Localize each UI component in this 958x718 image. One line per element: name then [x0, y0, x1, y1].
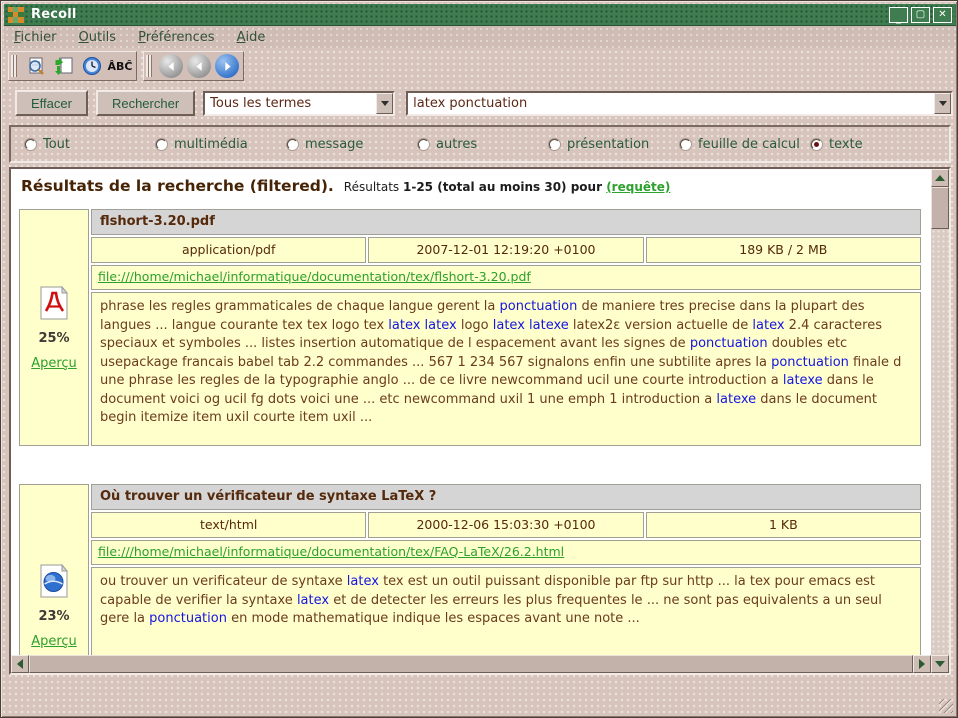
result-date: 2000-12-06 15:03:30 +0100 — [368, 512, 643, 538]
radio-icon[interactable] — [25, 139, 36, 150]
result-body — [91, 209, 921, 446]
scroll-right-icon[interactable] — [913, 655, 931, 673]
close-button[interactable]: ✕ — [933, 7, 952, 23]
query-details-link[interactable]: (requête) — [606, 180, 671, 194]
window-title: Recoll — [31, 7, 77, 22]
chevron-down-icon[interactable] — [376, 93, 393, 114]
filter-radio-multimedia[interactable]: multimédia — [156, 137, 287, 152]
vertical-scrollbar[interactable] — [931, 169, 949, 673]
relevance-percent: 23% — [38, 608, 70, 624]
document-sort-icon[interactable] — [52, 54, 76, 78]
search-mode-select[interactable] — [203, 91, 395, 116]
result-url-row — [91, 540, 921, 565]
titlebar — [4, 4, 956, 26]
resize-grip[interactable] — [939, 699, 953, 713]
filter-radio-texte[interactable]: texte — [811, 137, 863, 152]
radio-icon[interactable] — [811, 139, 822, 150]
radio-icon[interactable] — [287, 139, 298, 150]
clear-button[interactable]: Effacer — [15, 90, 88, 116]
query-input[interactable] — [408, 96, 934, 111]
filter-radio-presentation[interactable]: présentation — [549, 137, 680, 152]
result-item — [19, 209, 921, 446]
filter-radio-feuille-de-calcul[interactable]: feuille de calcul — [680, 137, 811, 152]
result-snippet: phrase les regles grammaticales de chaque langue gerent la ponctuation de maniere tres precise dans la plupart des langues ... langue courante tex tex logo tex latex latex logo latex latexe latex2ε version actuelle de latex 2.4 caracteres speciaux et symboles ... listes insertion automatique de l espacement avant les signes de ponctuation doubles etc usepackage francais babel tab 2.2 commandes ... 567 1 234 567 signalons enfin une subtilite apres la ponctuation finale d une phrase les regles de la typographie anglo ... de ce livre newcommand ucil une courte introduction a latexe dans le document voici og ucil fg dots voici une ... etc newcommand uxil 1 une emph 1 introduction a latexe dans le document begin itemize item uxil courte item uxil ... — [91, 292, 921, 446]
nav-back-icon[interactable] — [187, 54, 211, 78]
radio-icon[interactable] — [418, 139, 429, 150]
term-explorer-icon[interactable]: ÂBĈ — [107, 59, 133, 73]
result-side-panel — [19, 484, 89, 655]
scroll-up-icon[interactable] — [931, 169, 949, 187]
maximize-button[interactable]: ▢ — [911, 7, 930, 23]
minimize-button[interactable]: _ — [889, 7, 908, 23]
radio-icon[interactable] — [680, 139, 691, 150]
preview-link[interactable]: Aperçu — [31, 355, 77, 371]
result-date: 2007-12-01 12:19:20 +0100 — [368, 237, 643, 263]
app-logo-icon — [8, 7, 24, 23]
results-header: Résultats de la recherche (filtered). Résultats 1-25 (total au moins 30) pour (requête) — [21, 177, 671, 195]
toolbar-drag-handle[interactable] — [11, 55, 18, 77]
search-mode-value: Tous les termes — [210, 95, 312, 111]
pdf-file-icon — [36, 285, 72, 321]
result-size: 189 KB / 2 MB — [646, 237, 921, 263]
nav-back-disabled-icon[interactable] — [159, 54, 183, 78]
radio-icon[interactable] — [549, 139, 560, 150]
toolbar-drag-handle[interactable] — [146, 55, 153, 77]
results-panel — [9, 167, 951, 675]
filter-radio-autres[interactable]: autres — [418, 137, 549, 152]
document-preview-icon[interactable] — [24, 54, 48, 78]
menu-preferences[interactable]: Préférences — [138, 29, 215, 45]
results-title: Résultats de la recherche (filtered). — [21, 177, 334, 195]
result-title: Où trouver un vérificateur de syntaxe LaTeX ? — [91, 484, 921, 510]
toolbar-group-nav — [143, 51, 244, 81]
result-mime: text/html — [91, 512, 366, 538]
statusbar — [4, 676, 956, 714]
result-side-panel — [19, 209, 89, 446]
result-url-row — [91, 265, 921, 290]
result-title: flshort-3.20.pdf — [91, 209, 921, 235]
toolbar — [4, 48, 956, 85]
result-snippet: ou trouver un verificateur de syntaxe latex tex est un outil puissant disponible par ftp sur http ... la tex pour emacs est capable de verifier la syntaxe latex et de detecter les erreurs les plus frequentes le ... ne sont pas equivalents a un seul gere la ponctuation en mode mathematique indique les espaces avant une note ... — [91, 567, 921, 655]
scroll-left-icon[interactable] — [11, 655, 29, 673]
toolbar-group-tools — [8, 51, 137, 81]
results-list — [11, 169, 931, 655]
results-range: 1-25 (total au moins 30) pour — [403, 180, 607, 194]
html-file-icon — [36, 563, 72, 599]
result-meta-row — [91, 237, 921, 263]
filter-radio-tout[interactable]: Tout — [25, 137, 156, 152]
result-size: 1 KB — [646, 512, 921, 538]
menu-aide[interactable]: Aide — [236, 29, 266, 45]
radio-icon[interactable] — [156, 139, 167, 150]
menu-fichier[interactable]: Fichier — [14, 29, 57, 45]
filter-radio-message[interactable]: message — [287, 137, 418, 152]
history-clock-icon[interactable] — [80, 54, 104, 78]
result-mime: application/pdf — [91, 237, 366, 263]
menu-outils[interactable]: Outils — [78, 29, 117, 45]
search-button[interactable]: Rechercher — [96, 90, 195, 116]
horizontal-scrollbar[interactable] — [11, 655, 931, 673]
result-meta-row — [91, 512, 921, 538]
category-filter-bar — [9, 125, 951, 163]
menubar — [4, 26, 956, 48]
result-body — [91, 484, 921, 655]
preview-link[interactable]: Aperçu — [31, 633, 77, 649]
search-row — [4, 85, 956, 121]
vertical-scroll-thumb[interactable] — [931, 187, 949, 229]
nav-forward-icon[interactable] — [215, 54, 239, 78]
result-item — [19, 484, 921, 655]
query-combobox[interactable] — [406, 91, 953, 116]
chevron-down-icon[interactable] — [934, 93, 951, 114]
result-url-link[interactable]: file:///home/michael/informatique/documentation/tex/flshort-3.20.pdf — [98, 269, 531, 284]
relevance-percent: 25% — [38, 330, 70, 346]
horizontal-scroll-thumb[interactable] — [29, 655, 913, 673]
scroll-down-icon[interactable] — [931, 655, 949, 673]
result-url-link[interactable]: file:///home/michael/informatique/documentation/tex/FAQ-LaTeX/26.2.html — [98, 544, 565, 559]
